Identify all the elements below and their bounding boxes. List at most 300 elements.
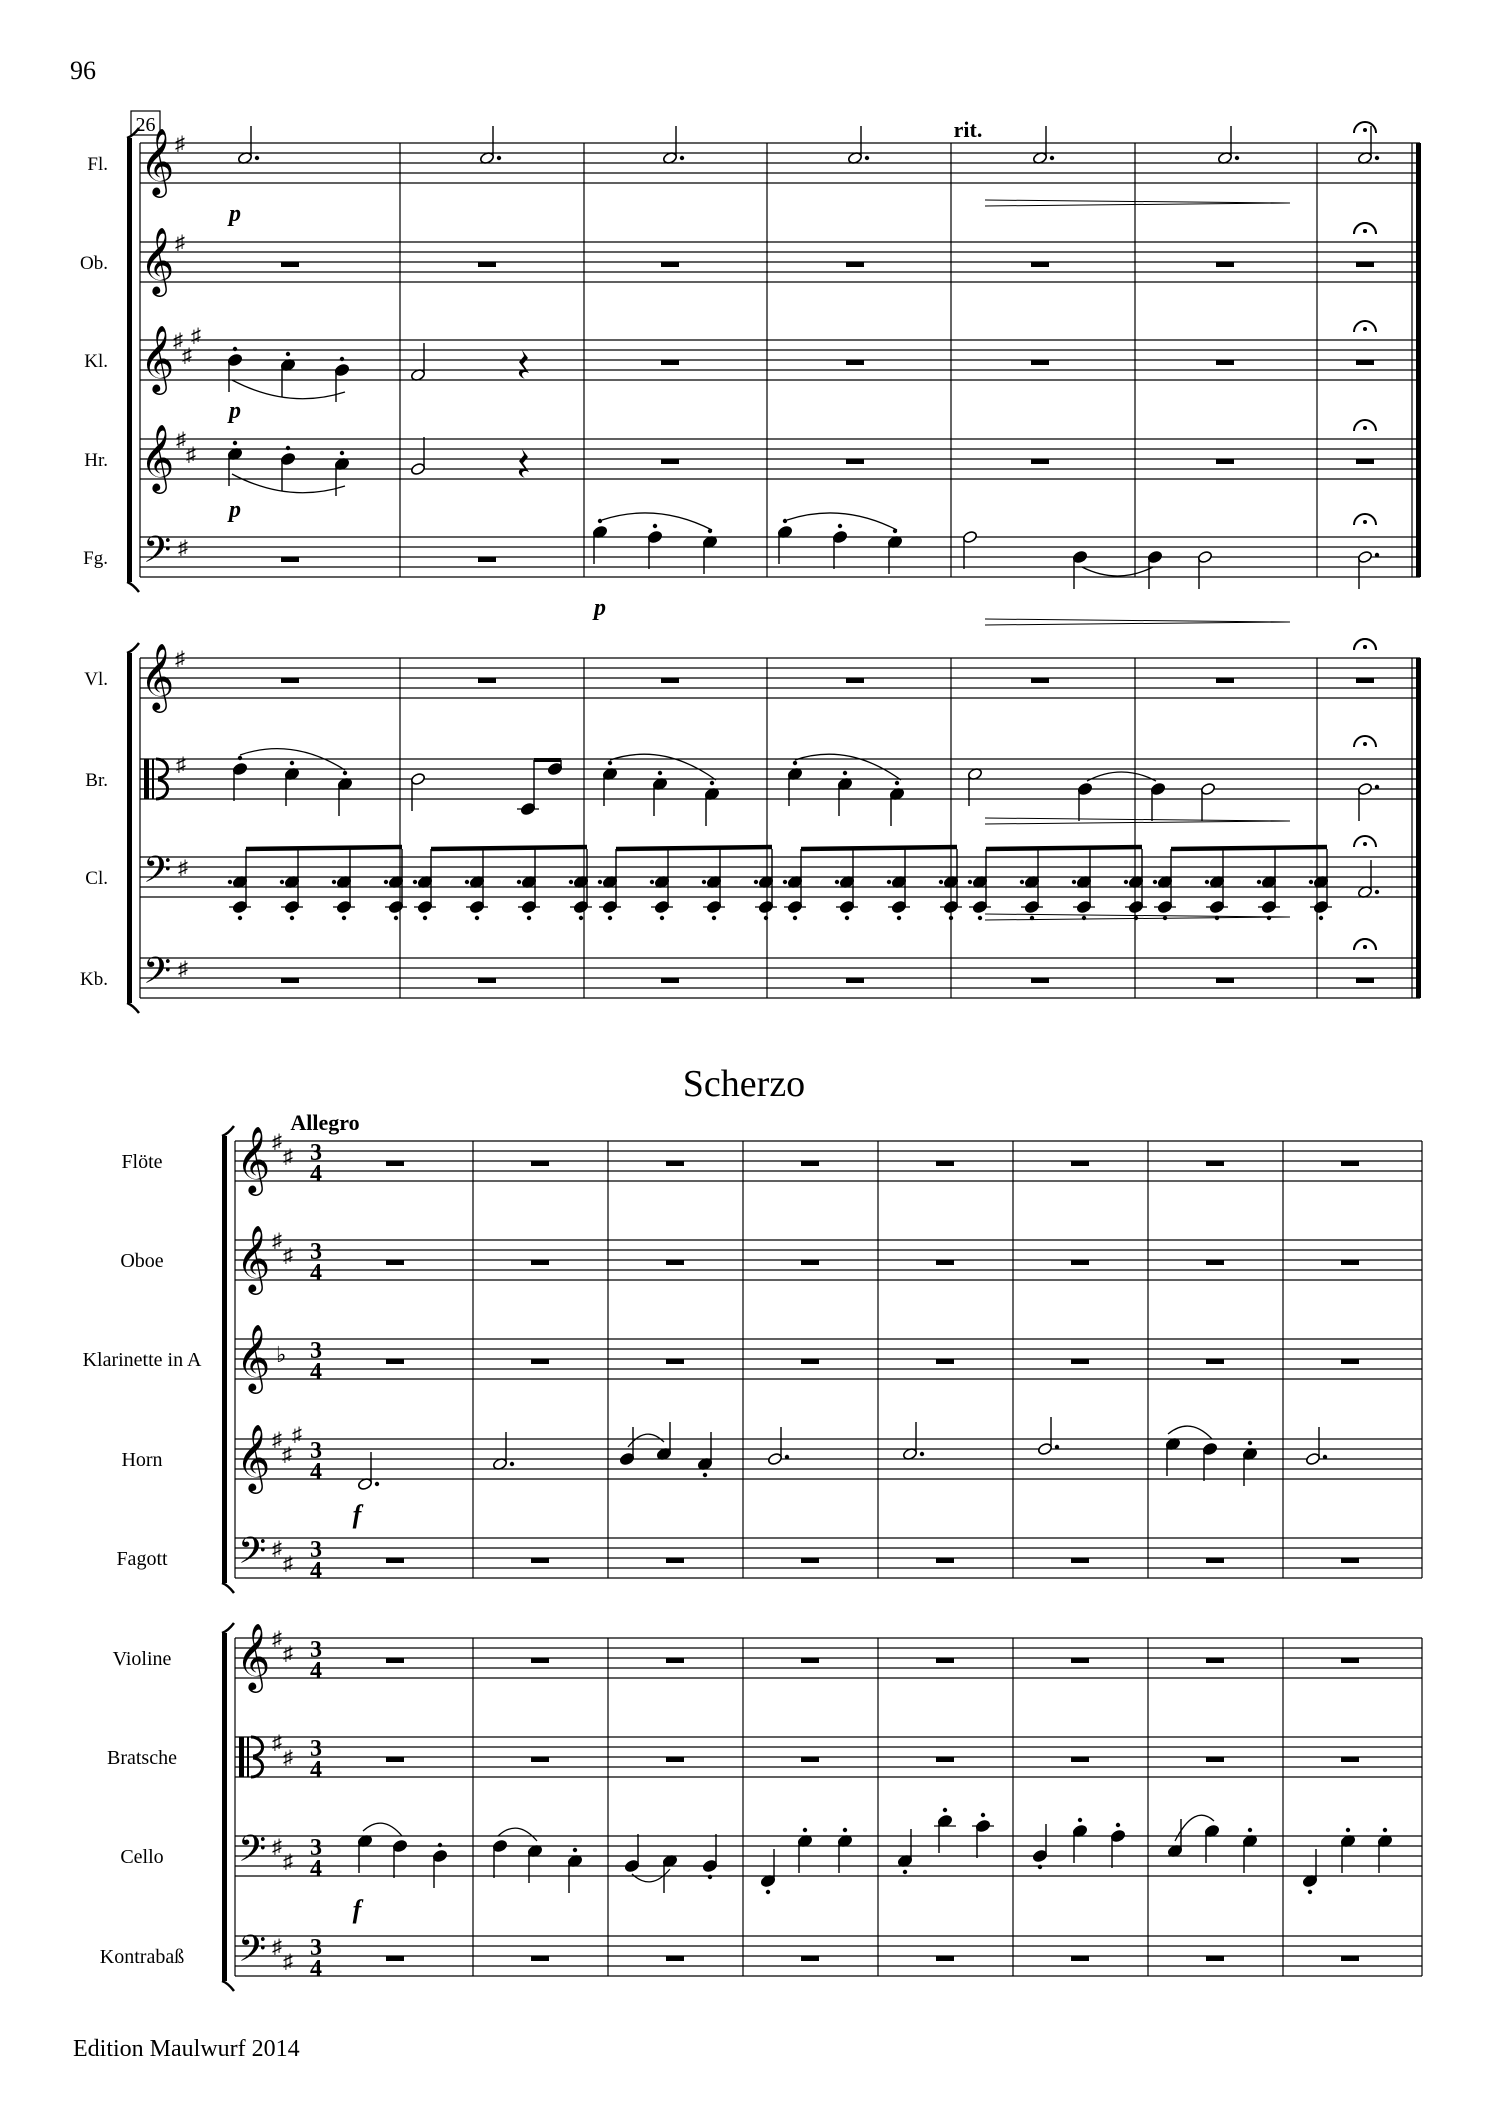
time-signature-upper: 3 bbox=[310, 1140, 322, 1166]
staccato-dot bbox=[845, 916, 849, 920]
time-signature-lower: 4 bbox=[310, 1359, 322, 1385]
sharp-sign: ♯ bbox=[173, 330, 183, 352]
bracket-hook bbox=[222, 1981, 234, 1991]
whole-rest bbox=[661, 262, 679, 267]
staccato-dot bbox=[1248, 1441, 1252, 1445]
whole-rest bbox=[846, 360, 864, 365]
staccato-dot bbox=[1205, 880, 1209, 884]
staccato-dot bbox=[343, 771, 347, 775]
time-signature-lower: 4 bbox=[310, 1757, 322, 1783]
system-bracket bbox=[127, 138, 132, 582]
whole-rest bbox=[531, 1956, 549, 1961]
hairpin bbox=[985, 200, 1290, 203]
aug-dot bbox=[255, 156, 259, 160]
whole-rest bbox=[1071, 1956, 1089, 1961]
whole-rest bbox=[281, 262, 299, 267]
staccato-dot bbox=[658, 771, 662, 775]
instrument-label: Klarinette in A bbox=[82, 1349, 202, 1371]
slur bbox=[363, 1823, 402, 1836]
staccato-dot bbox=[754, 880, 758, 884]
staccato-dot bbox=[650, 880, 654, 884]
instrument-label: Fg. bbox=[83, 548, 108, 569]
sharp-sign: ♯ bbox=[272, 1429, 282, 1451]
dynamic-marking: p bbox=[229, 201, 241, 227]
bracket-hook bbox=[127, 643, 139, 653]
whole-rest bbox=[801, 1260, 819, 1265]
hairpin bbox=[985, 619, 1290, 622]
time-signature-lower: 4 bbox=[310, 1558, 322, 1584]
aug-dot bbox=[680, 156, 684, 160]
whole-rest bbox=[661, 360, 679, 365]
staccato-dot bbox=[710, 781, 714, 785]
time-signature-lower: 4 bbox=[310, 1459, 322, 1485]
staccato-dot bbox=[290, 761, 294, 765]
instrument-label: Cl. bbox=[85, 868, 108, 889]
sharp-sign: ♯ bbox=[272, 1230, 282, 1252]
staccato-dot bbox=[228, 880, 232, 884]
whole-rest bbox=[661, 459, 679, 464]
fermata-dot bbox=[1363, 128, 1367, 132]
whole-rest bbox=[478, 262, 496, 267]
treble-clef: 𝄞 bbox=[236, 1624, 271, 1689]
beam bbox=[246, 847, 402, 849]
staccato-dot bbox=[764, 916, 768, 920]
treble-clef: 𝄞 bbox=[236, 1425, 271, 1490]
staccato-dot bbox=[981, 1813, 985, 1817]
whole-rest bbox=[1341, 1757, 1359, 1762]
whole-rest bbox=[478, 678, 496, 683]
sharp-sign: ♯ bbox=[272, 1131, 282, 1153]
staccato-dot bbox=[660, 916, 664, 920]
whole-rest bbox=[386, 1558, 404, 1563]
hairpin bbox=[985, 622, 1290, 625]
alto-clef bbox=[247, 1737, 249, 1777]
staccato-dot bbox=[233, 347, 237, 351]
whole-rest bbox=[1341, 1161, 1359, 1166]
whole-rest bbox=[1206, 1757, 1224, 1762]
sharp-sign: ♯ bbox=[175, 133, 185, 155]
aug-dot bbox=[1375, 553, 1379, 557]
whole-rest bbox=[1356, 678, 1374, 683]
instrument-label: Violine bbox=[112, 1648, 172, 1670]
sharp-sign: ♯ bbox=[283, 1951, 293, 1973]
slur bbox=[1168, 1426, 1212, 1439]
staccato-dot bbox=[1257, 880, 1261, 884]
whole-rest bbox=[1341, 1658, 1359, 1663]
sharp-sign: ♯ bbox=[272, 1732, 282, 1754]
staccato-dot bbox=[1153, 880, 1157, 884]
whole-rest bbox=[936, 1757, 954, 1762]
whole-rest bbox=[281, 978, 299, 983]
whole-rest bbox=[801, 1161, 819, 1166]
sharp-sign: ♯ bbox=[283, 1553, 293, 1575]
staccato-dot bbox=[569, 880, 573, 884]
whole-rest bbox=[281, 678, 299, 683]
staccato-dot bbox=[286, 446, 290, 450]
whole-rest bbox=[936, 1658, 954, 1663]
whole-rest bbox=[478, 557, 496, 562]
staccato-dot bbox=[1078, 1818, 1082, 1822]
instrument-label: Kl. bbox=[84, 351, 108, 372]
final-barline bbox=[1416, 143, 1421, 577]
slur bbox=[232, 380, 345, 399]
whole-rest bbox=[666, 1658, 684, 1663]
staccato-dot bbox=[394, 916, 398, 920]
system-bracket bbox=[222, 1633, 227, 1981]
whole-rest bbox=[801, 1359, 819, 1364]
staccato-dot bbox=[843, 1828, 847, 1832]
alto-clef bbox=[152, 759, 154, 799]
staccato-dot bbox=[340, 357, 344, 361]
whole-rest bbox=[1031, 262, 1049, 267]
staccato-dot bbox=[1308, 1890, 1312, 1894]
time-signature-upper: 3 bbox=[310, 1835, 322, 1861]
sharp-sign: ♯ bbox=[182, 345, 192, 367]
instrument-label: Bratsche bbox=[107, 1747, 177, 1769]
sharp-sign: ♯ bbox=[283, 1245, 293, 1267]
time-signature-lower: 4 bbox=[310, 1260, 322, 1286]
staccato-dot bbox=[1309, 880, 1313, 884]
rehearsal-mark: 26 bbox=[135, 114, 156, 136]
whole-rest bbox=[936, 1558, 954, 1563]
whole-rest bbox=[386, 1161, 404, 1166]
staccato-dot bbox=[1116, 1823, 1120, 1827]
slur bbox=[498, 1828, 537, 1841]
staccato-dot bbox=[897, 916, 901, 920]
staccato-dot bbox=[290, 916, 294, 920]
staccato-dot bbox=[978, 916, 982, 920]
whole-rest bbox=[1071, 1260, 1089, 1265]
hairpin bbox=[985, 821, 1290, 824]
staccato-dot bbox=[702, 880, 706, 884]
beam bbox=[616, 847, 772, 849]
aug-dot bbox=[510, 1462, 514, 1466]
whole-rest bbox=[1356, 978, 1374, 983]
staccato-dot bbox=[332, 880, 336, 884]
staccato-dot bbox=[384, 880, 388, 884]
instrument-label: Cello bbox=[120, 1846, 164, 1868]
beam bbox=[431, 847, 587, 849]
staccato-dot bbox=[340, 451, 344, 455]
instrument-label: Horn bbox=[121, 1449, 163, 1471]
treble-clef: 𝄞 bbox=[140, 425, 175, 490]
slur bbox=[232, 474, 345, 493]
staccato-dot bbox=[783, 880, 787, 884]
sharp-sign: ♯ bbox=[272, 1836, 282, 1858]
aug-dot bbox=[865, 156, 869, 160]
fermata-dot bbox=[1363, 742, 1367, 746]
quarter-rest bbox=[519, 449, 529, 478]
alto-clef bbox=[239, 1737, 244, 1777]
whole-rest bbox=[1341, 1558, 1359, 1563]
time-signature-lower: 4 bbox=[310, 1956, 322, 1982]
fermata-dot bbox=[1363, 229, 1367, 233]
staccato-dot bbox=[1038, 1865, 1042, 1869]
whole-rest bbox=[1341, 1956, 1359, 1961]
whole-rest bbox=[666, 1956, 684, 1961]
whole-rest bbox=[478, 978, 496, 983]
whole-rest bbox=[936, 1161, 954, 1166]
whole-rest bbox=[936, 1359, 954, 1364]
treble-clef: 𝄞 bbox=[140, 228, 175, 293]
fermata-dot bbox=[1363, 842, 1367, 846]
whole-rest bbox=[281, 557, 299, 562]
whole-rest bbox=[1071, 1757, 1089, 1762]
whole-rest bbox=[1031, 360, 1049, 365]
sharp-sign: ♯ bbox=[191, 325, 201, 347]
sharp-sign: ♯ bbox=[283, 1747, 293, 1769]
slur bbox=[610, 754, 716, 780]
bracket-hook bbox=[222, 1126, 234, 1136]
whole-rest bbox=[1356, 262, 1374, 267]
aug-dot bbox=[1375, 785, 1379, 789]
slur bbox=[1082, 567, 1153, 576]
sharp-sign: ♯ bbox=[186, 444, 196, 466]
whole-rest bbox=[801, 1658, 819, 1663]
staccato-dot bbox=[968, 880, 972, 884]
aug-dot bbox=[1323, 1455, 1327, 1459]
staccato-dot bbox=[573, 1848, 577, 1852]
whole-rest bbox=[386, 1757, 404, 1762]
staccato-dot bbox=[423, 916, 427, 920]
staccato-dot bbox=[903, 1870, 907, 1874]
alto-clef bbox=[144, 759, 149, 799]
beam bbox=[986, 847, 1142, 849]
whole-rest bbox=[1031, 459, 1049, 464]
staccato-dot bbox=[949, 916, 953, 920]
sharp-sign: ♯ bbox=[282, 1444, 292, 1466]
treble-clef: 𝄞 bbox=[140, 644, 175, 709]
aug-dot bbox=[497, 156, 501, 160]
aug-dot bbox=[1375, 890, 1379, 894]
time-signature-lower: 4 bbox=[310, 1161, 322, 1187]
whole-rest bbox=[1206, 1359, 1224, 1364]
whole-rest bbox=[661, 978, 679, 983]
time-signature-upper: 3 bbox=[310, 1736, 322, 1762]
staccato-dot bbox=[712, 916, 716, 920]
staccato-dot bbox=[608, 916, 612, 920]
whole-rest bbox=[1206, 1558, 1224, 1563]
dynamic-marking: p bbox=[229, 398, 241, 424]
staccato-dot bbox=[783, 519, 787, 523]
whole-rest bbox=[531, 1558, 549, 1563]
whole-rest bbox=[1071, 1558, 1089, 1563]
staccato-dot bbox=[280, 880, 284, 884]
sharp-sign: ♯ bbox=[272, 1936, 282, 1958]
staccato-dot bbox=[1319, 916, 1323, 920]
whole-rest bbox=[386, 1359, 404, 1364]
whole-rest bbox=[936, 1956, 954, 1961]
staccato-dot bbox=[579, 916, 583, 920]
staccato-dot bbox=[939, 880, 943, 884]
instrument-label: Hr. bbox=[84, 450, 108, 471]
staccato-dot bbox=[1248, 1828, 1252, 1832]
whole-rest bbox=[1216, 678, 1234, 683]
sharp-sign: ♯ bbox=[272, 1538, 282, 1560]
whole-rest bbox=[1031, 978, 1049, 983]
whole-rest bbox=[1216, 459, 1234, 464]
sharp-sign: ♯ bbox=[176, 429, 186, 451]
staccato-dot bbox=[1072, 880, 1076, 884]
fermata-dot bbox=[1363, 520, 1367, 524]
movement-title: Scherzo bbox=[682, 1063, 806, 1105]
time-signature-upper: 3 bbox=[310, 1935, 322, 1961]
flat-sign: ♭ bbox=[276, 1342, 287, 1367]
beam bbox=[801, 847, 957, 849]
sharp-sign: ♯ bbox=[175, 232, 185, 254]
beam bbox=[1171, 847, 1327, 849]
whole-rest bbox=[666, 1558, 684, 1563]
whole-rest bbox=[661, 678, 679, 683]
staccato-dot bbox=[527, 916, 531, 920]
system-2 bbox=[83, 1110, 1422, 1991]
staccato-dot bbox=[1020, 880, 1024, 884]
fermata-dot bbox=[1363, 327, 1367, 331]
staccato-dot bbox=[517, 880, 521, 884]
instrument-label: Oboe bbox=[120, 1250, 164, 1272]
bass-clef: 𝄢 bbox=[143, 951, 172, 1000]
sharp-sign: ♯ bbox=[272, 1628, 282, 1650]
whole-rest bbox=[846, 678, 864, 683]
sharp-sign: ♯ bbox=[283, 1643, 293, 1665]
whole-rest bbox=[1216, 262, 1234, 267]
whole-rest bbox=[1071, 1161, 1089, 1166]
whole-rest bbox=[531, 1260, 549, 1265]
whole-rest bbox=[666, 1260, 684, 1265]
time-signature-lower: 4 bbox=[310, 1658, 322, 1684]
treble-clef: 𝄞 bbox=[140, 326, 175, 391]
system-bracket bbox=[127, 653, 132, 1003]
staccato-dot bbox=[608, 761, 612, 765]
whole-rest bbox=[666, 1359, 684, 1364]
staccato-dot bbox=[653, 524, 657, 528]
whole-rest bbox=[1071, 1658, 1089, 1663]
edition-footer: Edition Maulwurf 2014 bbox=[73, 2036, 300, 2062]
whole-rest bbox=[1071, 1359, 1089, 1364]
sharp-sign: ♯ bbox=[292, 1424, 302, 1446]
staccato-dot bbox=[1383, 1828, 1387, 1832]
bracket-hook bbox=[222, 1623, 234, 1633]
staccato-dot bbox=[286, 352, 290, 356]
whole-rest bbox=[801, 1956, 819, 1961]
time-signature-upper: 3 bbox=[310, 1338, 322, 1364]
whole-rest bbox=[801, 1757, 819, 1762]
staccato-dot bbox=[943, 1808, 947, 1812]
aug-dot bbox=[920, 1452, 924, 1456]
whole-rest bbox=[1031, 678, 1049, 683]
bass-clef: 𝄢 bbox=[143, 850, 172, 899]
whole-rest bbox=[531, 1359, 549, 1364]
instrument-label: Kb. bbox=[80, 969, 108, 990]
treble-clef: 𝄞 bbox=[236, 1127, 271, 1192]
instrument-label: Flöte bbox=[121, 1151, 163, 1173]
instrument-label: Br. bbox=[85, 770, 108, 791]
aug-dot bbox=[785, 1455, 789, 1459]
aug-dot bbox=[375, 1482, 379, 1486]
instrument-label: Fl. bbox=[87, 154, 108, 175]
staccato-dot bbox=[843, 771, 847, 775]
time-signature-upper: 3 bbox=[310, 1537, 322, 1563]
staccato-dot bbox=[598, 880, 602, 884]
time-signature-upper: 3 bbox=[310, 1239, 322, 1265]
instrument-label: Ob. bbox=[80, 253, 108, 274]
whole-rest bbox=[531, 1658, 549, 1663]
bass-clef: 𝄢 bbox=[238, 1929, 267, 1978]
time-signature-lower: 4 bbox=[310, 1856, 322, 1882]
staccato-dot bbox=[342, 916, 346, 920]
whole-rest bbox=[1216, 360, 1234, 365]
time-signature-upper: 3 bbox=[310, 1438, 322, 1464]
tempo-marking: Allegro bbox=[290, 1110, 360, 1135]
staccato-dot bbox=[413, 880, 417, 884]
instrument-label: Vl. bbox=[84, 669, 108, 690]
whole-rest bbox=[1356, 459, 1374, 464]
sharp-sign: ♯ bbox=[178, 537, 188, 559]
sharp-sign: ♯ bbox=[176, 754, 186, 776]
staccato-dot bbox=[438, 1843, 442, 1847]
staccato-dot bbox=[895, 781, 899, 785]
slur bbox=[602, 513, 712, 530]
whole-rest bbox=[1356, 360, 1374, 365]
system-1 bbox=[80, 111, 1421, 1013]
whole-rest bbox=[801, 1558, 819, 1563]
dynamic-marking: f bbox=[352, 1500, 362, 1529]
dynamic-marking: p bbox=[594, 595, 606, 621]
whole-rest bbox=[846, 978, 864, 983]
whole-rest bbox=[1206, 1161, 1224, 1166]
staccato-dot bbox=[238, 916, 242, 920]
dynamic-marking: f bbox=[352, 1895, 362, 1924]
whole-rest bbox=[1216, 978, 1234, 983]
staccato-dot bbox=[793, 916, 797, 920]
whole-rest bbox=[531, 1757, 549, 1762]
whole-rest bbox=[1206, 1658, 1224, 1663]
sharp-sign: ♯ bbox=[178, 857, 188, 879]
staccato-dot bbox=[1346, 1828, 1350, 1832]
whole-rest bbox=[846, 459, 864, 464]
staccato-dot bbox=[887, 880, 891, 884]
aug-dot bbox=[1055, 1445, 1059, 1449]
whole-rest bbox=[386, 1260, 404, 1265]
treble-clef: 𝄞 bbox=[236, 1325, 271, 1390]
bass-clef: 𝄢 bbox=[143, 530, 172, 579]
staccato-dot bbox=[708, 1875, 712, 1879]
aug-dot bbox=[1235, 156, 1239, 160]
whole-rest bbox=[666, 1757, 684, 1762]
sharp-sign: ♯ bbox=[283, 1851, 293, 1873]
staccato-dot bbox=[465, 880, 469, 884]
whole-rest bbox=[936, 1260, 954, 1265]
staccato-dot bbox=[238, 756, 242, 760]
staccato-dot bbox=[838, 524, 842, 528]
bracket-hook bbox=[127, 1003, 139, 1013]
sharp-sign: ♯ bbox=[175, 648, 185, 670]
fermata-dot bbox=[1363, 426, 1367, 430]
tempo-marking: rit. bbox=[953, 117, 983, 142]
treble-clef: 𝄞 bbox=[236, 1226, 271, 1291]
page-number: 96 bbox=[70, 56, 96, 85]
slur bbox=[795, 754, 901, 780]
hairpin bbox=[985, 203, 1290, 206]
bracket-hook bbox=[127, 582, 139, 592]
staccato-dot bbox=[233, 441, 237, 445]
whole-rest bbox=[666, 1161, 684, 1166]
aug-dot bbox=[1050, 156, 1054, 160]
whole-rest bbox=[846, 262, 864, 267]
dynamic-marking: p bbox=[229, 497, 241, 523]
whole-rest bbox=[1206, 1956, 1224, 1961]
instrument-label: Kontrabaß bbox=[99, 1946, 185, 1968]
